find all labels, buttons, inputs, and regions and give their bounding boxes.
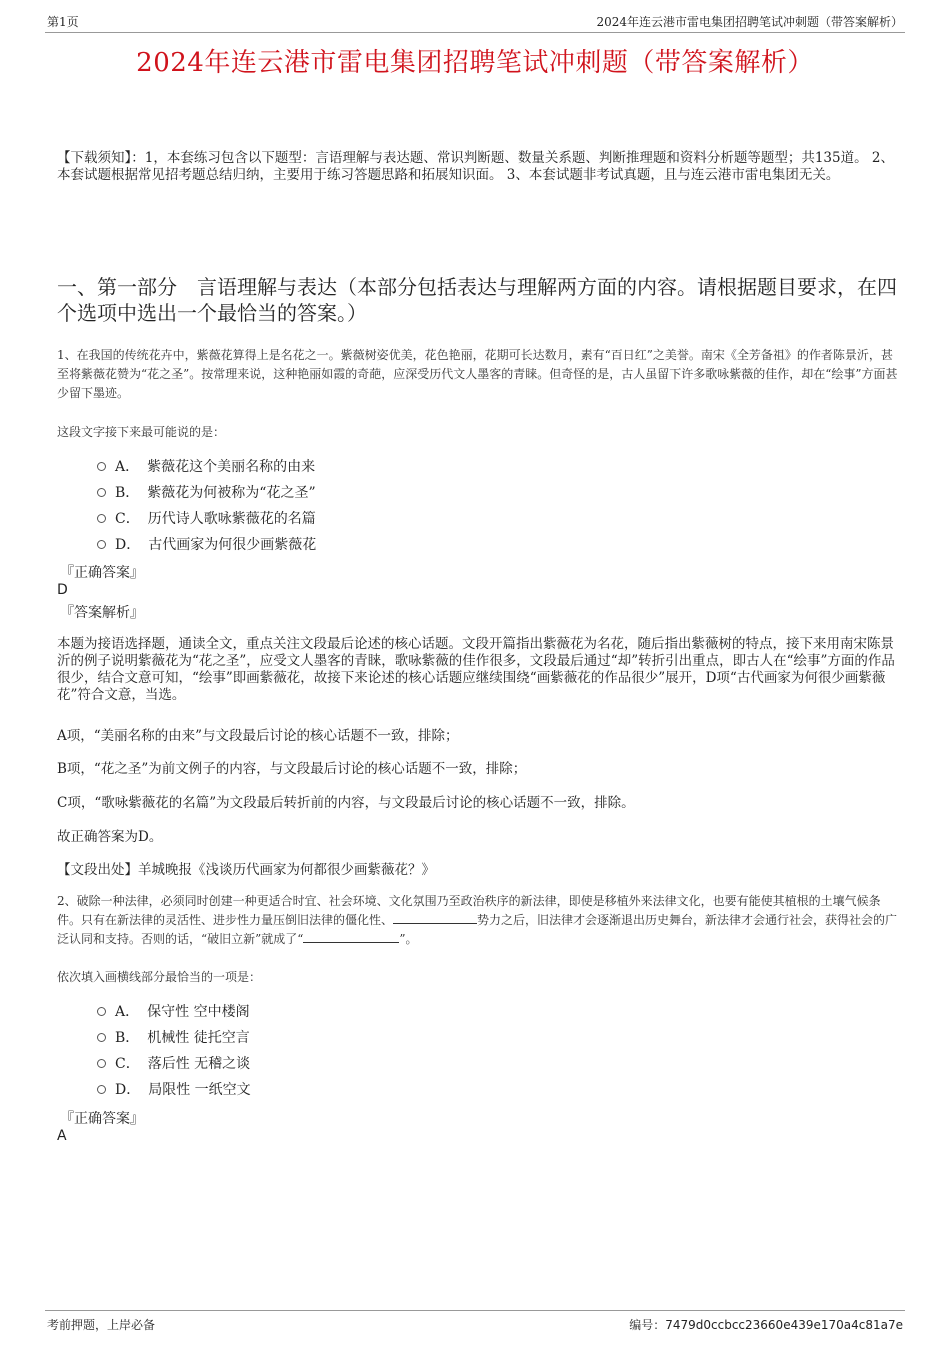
analysis-note-c: C项，“歌咏紫薇花的名篇”为文段最后转折前的内容，与文段最后讨论的核心话题不一致，排除。 <box>57 795 635 811</box>
analysis-note-a: A项，“美丽名称的由来”与文段最后讨论的核心话题不一致，排除； <box>57 728 459 744</box>
radio-icon[interactable] <box>97 1059 106 1068</box>
section-heading: 一、第一部分 言语理解与表达（本部分包括表达与理解两方面的内容。请根据题目要求，在四个选项中选出一个最恰当的答案。） <box>57 275 897 325</box>
analysis-label: 『答案解析』 <box>60 605 144 621</box>
footer-slogan: 考前押题，上岸必备 <box>47 1318 156 1332</box>
question-1-prompt: 这段文字接下来最可能说的是： <box>57 425 226 439</box>
option-b[interactable]: B． 机械性 徒托空言 <box>97 1024 251 1050</box>
fill-blank-1[interactable] <box>393 911 477 924</box>
radio-icon[interactable] <box>97 514 106 523</box>
document-code: 编号：7479d0ccbcc23660e439e170a4c81a7e <box>629 1318 903 1332</box>
option-a[interactable]: A． 保守性 空中楼阁 <box>97 998 251 1024</box>
radio-icon[interactable] <box>97 1007 106 1016</box>
question-2-prompt: 依次填入画横线部分最恰当的一项是： <box>57 970 262 984</box>
correct-answer-label: 『正确答案』 <box>60 565 144 581</box>
correct-answer: D <box>57 582 68 598</box>
page-number: 第1页 <box>47 15 79 29</box>
analysis-conclusion: 故正确答案为D。 <box>57 829 163 845</box>
question-1-options <box>97 453 316 557</box>
analysis-note-b: B项，“花之圣”为前文例子的内容，与文段最后讨论的核心话题不一致，排除； <box>57 761 527 777</box>
radio-icon[interactable] <box>97 488 106 497</box>
radio-icon[interactable] <box>97 540 106 549</box>
page-title: 2024年连云港市雷电集团招聘笔试冲刺题（带答案解析） <box>136 48 814 78</box>
fill-blank-2[interactable] <box>303 930 399 943</box>
analysis-text: 本题为接语选择题，通读全文，重点关注文段最后论述的核心话题。文段开篇指出紫薇花为名花，随后指出紫薇树的特点，接下来用南宋陈景沂的例子说明紫薇花为“花之圣”，应受文人墨客的青睐，歌咏紫薇的佳作很多，文段最后通过“却”转折引出重点，即古人在“绘事”方面的作品很少，结合文意可知，“绘事”即画紫薇花，故接下来论述的核心话题应继续围绕“画紫薇花的作品很少”展开，D项“古代画家为何很少画紫薇花”符合文意，当选。 <box>57 636 895 703</box>
radio-icon[interactable] <box>97 462 106 471</box>
header-doc-title: 2024年连云港市雷电集团招聘笔试冲刺题（带答案解析） <box>596 15 903 29</box>
radio-icon[interactable] <box>97 1033 106 1042</box>
text-source: 【文段出处】羊城晚报《浅谈历代画家为何都很少画紫薇花？》 <box>57 862 435 878</box>
page-header <box>45 10 905 33</box>
page-footer <box>45 1310 905 1333</box>
radio-icon[interactable] <box>97 1085 106 1094</box>
download-notice: 【下载须知】：1，本套练习包含以下题型：言语理解与表达题、常识判断题、数量关系题、判断推理题和资料分析题等题型；共135道。 2、本套试题根据常见招考题总结归纳，主要用于练习答题思路和拓展知识面。 3、本套试题非考试真题，且与连云港市雷电集团无关。 <box>57 150 894 183</box>
option-d[interactable]: D． 古代画家为何很少画紫薇花 <box>97 531 316 557</box>
option-a[interactable]: A． 紫薇花这个美丽名称的由来 <box>97 453 316 479</box>
option-b[interactable]: B． 紫薇花为何被称为“花之圣” <box>97 479 316 505</box>
option-c[interactable]: C． 历代诗人歌咏紫薇花的名篇 <box>97 505 316 531</box>
option-c[interactable]: C． 落后性 无稽之谈 <box>97 1050 251 1076</box>
correct-answer-label: 『正确答案』 <box>60 1111 144 1127</box>
question-1-text: 1、在我国的传统花卉中，紫薇花算得上是名花之一。紫薇树姿优美，花色艳丽，花期可长达数月，素有“百日红”之美誉。南宋《全芳备祖》的作者陈景沂，甚至将紫薇花赞为“花之圣”。按常理来说，这种艳丽如霞的奇葩，应深受历代文人墨客的青睐。但奇怪的是，古人虽留下许多歌咏紫薇的佳作，却在“绘事”方面甚少留下墨迹。 <box>57 348 898 400</box>
correct-answer: A <box>57 1128 67 1144</box>
option-d[interactable]: D． 局限性 一纸空文 <box>97 1076 251 1102</box>
question-2-options <box>97 998 251 1102</box>
question-2-text: 2、破除一种法律，必须同时创建一种更适合时宜、社会环境、文化氛围乃至政治秩序的新法律，即使是移植外来法律文化，也要有能使其植根的土壤气候条件。只有在新法律的灵活性、进步性力量压倒旧法律的僵化性、 势力之后，旧法律才会逐渐退出历史舞台，新法律才会通行社会，获得社会的广泛认同和支持。否则的话，“破旧立新”就成了“ ”。 <box>57 894 898 946</box>
